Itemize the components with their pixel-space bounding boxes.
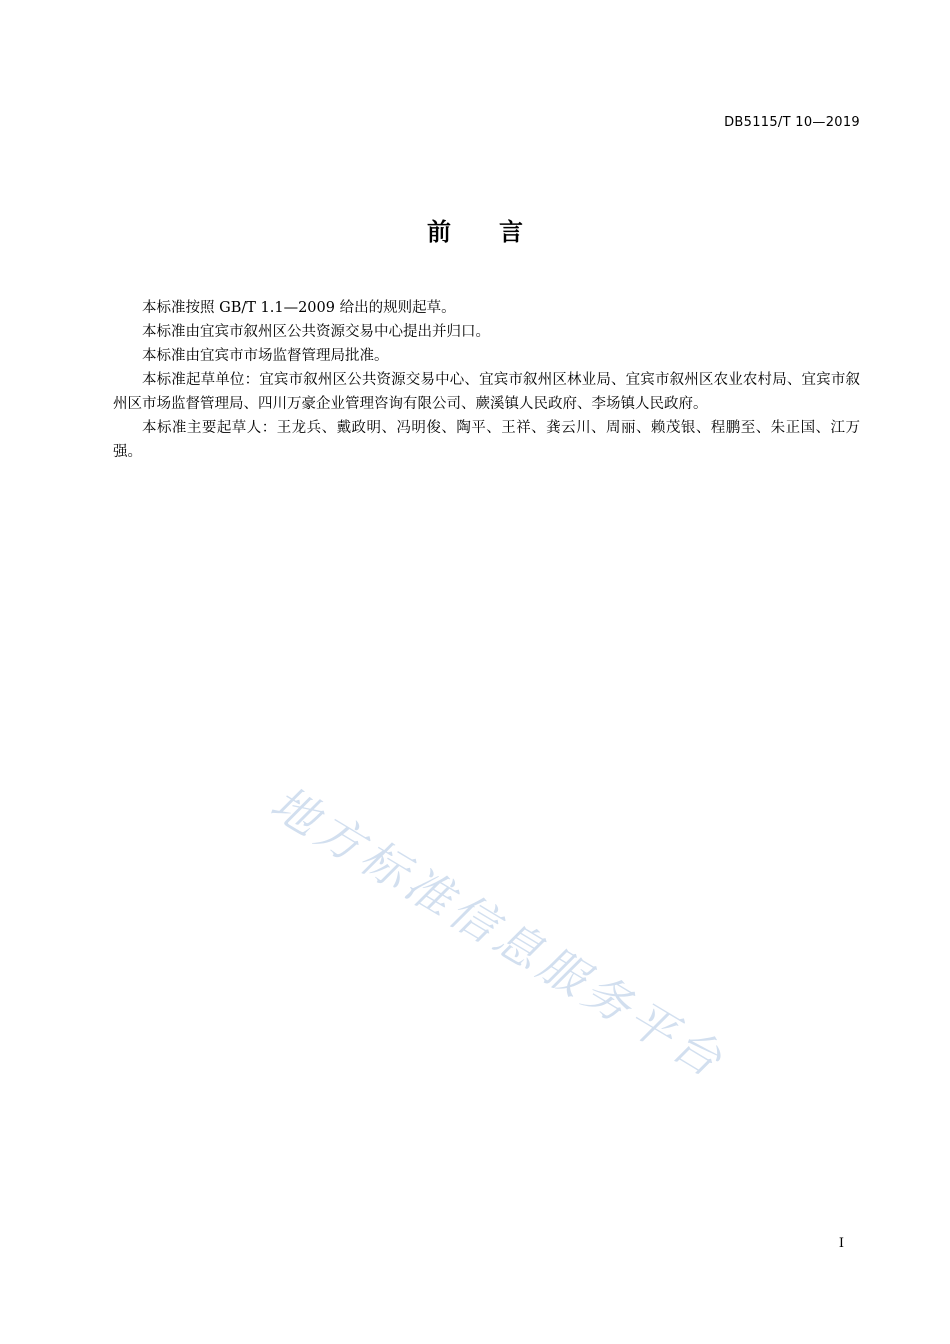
paragraph-drafters: 本标准主要起草人：王龙兵、戴政明、冯明俊、陶平、王祥、龚云川、周丽、赖茂银、程鹏至、朱正国、江万强。 [113,420,860,460]
page-number: I [838,1236,844,1251]
page-title-part1: 前 [427,218,451,246]
page-title [0,212,950,247]
foreword-body [113,296,860,464]
paragraph-approver: 本标准由宜宾市市场监督管理局批准。 [142,348,389,364]
document-code: DB5115/T 10—2019 [724,115,860,130]
paragraph-drafting-units: 本标准起草单位：宜宾市叙州区公共资源交易中心、宜宾市叙州区林业局、宜宾市叙州区农业农村局、宜宾市叙州区市场监督管理局、四川万豪企业管理咨询有限公司、蕨溪镇人民政府、李场镇人民政府。 [113,372,860,412]
paragraph-proposer: 本标准由宜宾市叙州区公共资源交易中心提出并归口。 [142,324,490,340]
paragraph-drafting-rules: 本标准按照 GB/T 1.1—2009 给出的规则起草。 [142,300,456,316]
page-title-part2: 言 [499,218,523,246]
watermark-text: 地方标准信息服务平台 [261,775,736,1090]
